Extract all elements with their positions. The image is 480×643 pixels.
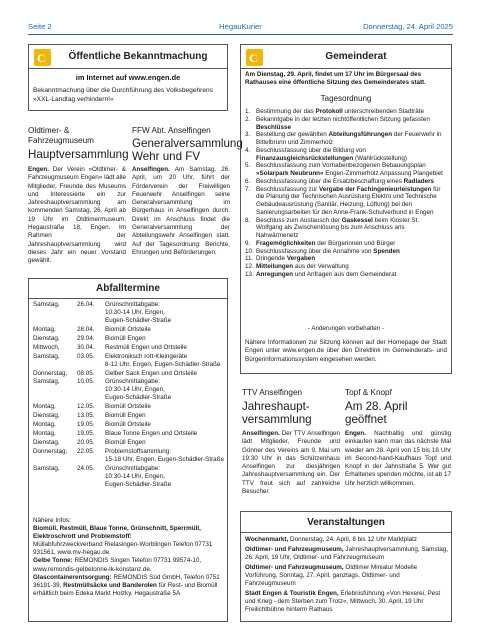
abfall-info4: für Rest- und Biomüll erhältlich beim Edeka Markt Holzky, Hegaustraße 5A xyxy=(33,581,218,597)
abfall-type: Biomüll Engen xyxy=(105,438,146,446)
ffw-headline: Generalversammlung Wehr und FV xyxy=(132,137,243,163)
engen-logo-icon: C xyxy=(34,49,51,66)
header-rule xyxy=(28,34,453,35)
abfall-day: Samstag, xyxy=(33,352,60,360)
agenda-keyword: Finanzausgleichsrückstellungen xyxy=(256,154,354,162)
abfall-date: 30.04. xyxy=(77,343,95,351)
ffw-body xyxy=(132,166,230,257)
agenda-number: 5. xyxy=(245,162,251,170)
topf-body xyxy=(345,430,451,488)
abfall-type: Biomüll Ortsteile xyxy=(105,325,151,333)
abfall-type: Eugen-Schädler-Straße xyxy=(105,394,172,402)
oldtimer-body-text: Der Verein »Oldtimer- & Fahrzeugmuseum Engen« lädt alle Mitglieder, Freunde des Museums und Interessierte ein zur Jahreshauptversammlung am kommenden Samstag, 26. April ab 19 Uhr im Oldtimermuseum, Hegaustraße 18, Engen. Im Rahmen der Jahreshauptversammlung wird dieses Jahr ein neuer Vorstand gewählt. xyxy=(28,166,126,265)
abfall-title: Abfalltermine xyxy=(96,283,160,294)
agenda-number: 1. xyxy=(245,108,251,115)
agenda-keyword: Abteilungsführungen xyxy=(328,131,393,139)
event-item xyxy=(245,546,448,562)
announcement-box xyxy=(28,44,228,111)
abfall-row xyxy=(33,465,225,489)
topf-kicker: Topf & Knopf xyxy=(345,388,392,397)
agenda-keyword: Fragemöglichkeiten xyxy=(256,239,316,247)
event-detail: Jahreshauptversammlung, Samstag, 26. April, 19 Uhr, Oldtimer- und Fahrzeugmuseum xyxy=(245,546,448,561)
abfall-row xyxy=(33,344,225,352)
agenda-text: Beschlussfassung über die Annahme von xyxy=(256,247,374,255)
gemeinderat-intro: Am Dienstag, 29. April, findet um 17 Uhr im Bürgersaal des Rathauses eine öffentliche Sitzung des Gemeinderates statt. xyxy=(245,71,426,87)
agenda-keyword: Protokoll xyxy=(315,108,343,115)
agenda-item xyxy=(245,131,443,147)
abfall-type: Elektroniksch rott-Kleingeräte xyxy=(105,352,188,360)
page-header xyxy=(28,22,453,34)
issue-date: Donnerstag, 24. April 2025 xyxy=(363,22,453,31)
agenda-item xyxy=(245,217,443,240)
abfall-info xyxy=(33,517,225,598)
abfall-day: Dienstag, xyxy=(33,438,60,446)
abfall-day: Samstag, xyxy=(33,464,60,472)
oldtimer-headline: Hauptversammlung xyxy=(28,148,129,161)
ffw-body-lead: Anselfingen. xyxy=(132,166,170,173)
agenda-break-note: - Anderungen vorbehalten - xyxy=(307,325,385,332)
agenda-keyword: Radladers xyxy=(403,177,435,185)
agenda-number: 7. xyxy=(245,185,251,193)
abfall-day: Donnerstag, xyxy=(33,369,68,377)
agenda-text: und Anfragen aus dem Gemeinderat xyxy=(293,270,397,278)
abfall-info-bold4: Restmüllsäcke und Banderolen xyxy=(63,581,157,589)
veranstaltungen-list xyxy=(245,536,448,614)
abfall-day: Samstag, xyxy=(33,301,60,308)
abfall-type: Eugen-Schädler-Straße xyxy=(105,317,172,324)
agenda-text: aus der Verwaltung xyxy=(293,263,349,270)
abfall-date: 24.05. xyxy=(77,464,95,472)
agenda-item xyxy=(245,108,443,116)
abfall-type: 8-12 Uhr, Engen, Eugen-Schädler-Straße xyxy=(105,360,221,368)
abfall-row xyxy=(33,439,225,447)
agenda-text: Bestellung der gewählten xyxy=(256,131,329,139)
abfall-day: Montag, xyxy=(33,325,56,333)
agenda-item xyxy=(245,240,443,248)
abfall-day: Donnerstag, xyxy=(33,447,68,455)
agenda-text: Beschlussfassung zum Vorhabenbezogenen Bebauungsplan xyxy=(256,162,426,170)
event-name: Oldtimer- und Fahrzeugmuseum, xyxy=(245,564,344,571)
agenda-item xyxy=(245,116,443,132)
topf-body-text: Nachhaltig und günstig einkaufen kann man das nächste Mal wieder am 28. April von 15 bis 18 Uhr im Second-hand-Kaufhaus Topf und Knopf in der Jahnstraße 5. Wer gut Erhaltenes spenden möchte, ist ab 17 Uhr herzlich willkommen. xyxy=(345,430,451,487)
agenda-text: Dringende xyxy=(256,255,287,263)
agenda-item xyxy=(245,147,443,163)
agenda-keyword: Beschlüsse xyxy=(256,123,292,131)
event-item xyxy=(245,536,448,544)
agenda-text: der Feuerwehr in Bittelbrunn und Zimmerholz xyxy=(256,131,442,146)
abfall-info-bold3: Glascontainerentsorgung: xyxy=(33,573,112,581)
announcement-title: Öffentliche Bekanntmachung xyxy=(68,51,208,62)
abfall-row xyxy=(33,301,225,325)
agenda-keyword: Spenden xyxy=(373,247,400,255)
ttv-body-lead: Anselfingen. xyxy=(242,430,280,437)
abfall-date: 19.05. xyxy=(77,421,95,429)
ttv-body xyxy=(242,430,340,496)
abfall-day: Montag, xyxy=(33,421,56,429)
agenda-number: 8. xyxy=(245,216,251,224)
abfall-row xyxy=(33,448,225,464)
announcement-subtitle: im Internet auf www.engen.de xyxy=(75,73,181,82)
agenda-text: Beschlussfassung über die Bildung von xyxy=(256,146,366,154)
abfall-row xyxy=(33,335,225,343)
abfall-date: 20.05. xyxy=(77,438,95,446)
abfall-row xyxy=(33,370,225,378)
abfall-type: Problemstoffsammlung: xyxy=(105,447,172,455)
abfall-date: 10.05. xyxy=(77,378,95,386)
abfall-date: 22.05. xyxy=(77,447,95,455)
event-item xyxy=(245,590,448,614)
abfall-date: 29.04. xyxy=(77,334,95,342)
page-number: Seite 2 xyxy=(28,22,52,31)
agenda-item xyxy=(245,263,443,271)
agenda-keyword: Mitteilungen xyxy=(256,263,294,270)
agenda-title: Tagesordnung xyxy=(320,94,372,103)
agenda-text: Bekanntgabe in der letzten nichtöffentlichen Sitzung gefassten xyxy=(256,115,430,123)
abfall-row xyxy=(33,412,225,420)
agenda-number: 13. xyxy=(245,270,254,278)
abfall-day: Dienstag, xyxy=(33,412,60,420)
agenda-text: der Bürgerinnen und Bürger xyxy=(315,239,396,247)
abfall-type: 10:30-14 Uhr, Engen, xyxy=(105,309,165,316)
agenda-text: Beschlussfassung zur xyxy=(256,185,319,193)
agenda-keyword: Vergaben xyxy=(286,255,316,263)
oldtimer-body xyxy=(28,166,126,266)
abfall-type: Biomüll Engen xyxy=(105,334,146,342)
agenda-number: 12. xyxy=(245,263,254,270)
abfall-type: Biomüll Ortsteile xyxy=(105,421,151,429)
abfall-type: 15-18 Uhr, Engen, Eugen-Schädler-Straße xyxy=(105,455,225,463)
abfall-row xyxy=(33,378,225,402)
paper-name: HegauKurier xyxy=(219,22,262,31)
abfall-date: 13.05. xyxy=(77,412,95,420)
abfall-row xyxy=(33,353,225,369)
agenda-number: 11. xyxy=(245,255,254,263)
abfall-info3: REMONDIS Süd GmbH, Telefon 0751 36191-39, xyxy=(33,573,220,589)
abfall-day: Montag, xyxy=(33,430,56,437)
veranstaltungen-title: Veranstaltungen xyxy=(307,517,385,528)
ffw-body-text: Am Samstag, 26. April, um 20 Uhr, führt der Förderverein der Freiwilligen Feuerwehr Anselfingen seine Generalversammlung im Bürgerhaus in Anselfingen durch. Direkt im Anschluss findet die Generalversammlung der Abteilungswehr Anselfingen statt. Auf der Tagesordnung: Berichte, Ehrungen und Beförderungen. xyxy=(132,166,230,256)
event-detail: Donnerstag, 24. April, 8 bis 12 Uhr Marktplatz xyxy=(288,536,418,543)
event-name: Wochenmarkt, xyxy=(245,536,289,543)
abfall-info-bold1: Biomüll, Restmüll, Blaue Tonne, Grünschnitt, Sperrmüll, Elektroschrott und Problemstoff: xyxy=(33,525,201,541)
engen-logo-icon: C xyxy=(246,49,263,66)
abfall-day: Samstag, xyxy=(33,378,60,386)
agenda-number: 4. xyxy=(245,146,251,154)
ffw-kicker: FFW Abt. Anselfingen xyxy=(132,126,211,135)
abfall-type: Biomüll Ortsteile xyxy=(105,403,151,411)
agenda-item xyxy=(245,162,443,178)
abfall-type: Grünschnittabgabe: xyxy=(105,378,160,386)
ttv-headline: Jahreshaupt-versammlung xyxy=(242,400,312,426)
event-name: Oldtimer- und Fahrzeugmuseum, xyxy=(245,546,344,553)
abfall-row xyxy=(33,430,225,438)
agenda-keyword: Gaskessel xyxy=(341,216,373,224)
abfall-date: 08.05. xyxy=(77,369,95,377)
agenda-text: unterschreibenden Stadträte xyxy=(342,108,425,115)
agenda-keyword: Vergabe der Fachingenieurleistungen xyxy=(319,185,432,193)
agenda-number: 2. xyxy=(245,115,251,123)
agenda-number: 10. xyxy=(245,247,254,255)
agenda-text: Beschlussfassung über die Ersatzbeschaffung eines xyxy=(256,177,404,185)
abfall-info2: REMONDIS Singen Telefon 07731 99574-10, www.remondis-gelbetonne-lk-konstanz.de. xyxy=(33,557,202,573)
agenda-text: Beschluss zum Austausch der xyxy=(256,216,342,224)
event-name: Stadt Engen & Touristik Engen, xyxy=(245,590,339,597)
agenda-text: Engen-Zimmerholz Anpassung Plangebiet xyxy=(323,170,443,177)
abfall-type: 10:30-14 Uhr, Engen, xyxy=(105,472,165,480)
agenda-text: Bestimmung der das xyxy=(256,108,316,115)
agenda-text: für die Planung der Technischen Ausrüstung Elektro und Technische Gebäudeausrüstung (Sanitär, Heizung, Lüftung) bei den Sanierungsarbeiten für den Anne-Frank-Schulverbund in Engen xyxy=(256,185,441,216)
agenda-number: 9. xyxy=(245,239,251,247)
abfall-type: Blaue Tonne Engen und Ortsteile xyxy=(105,430,198,437)
topf-headline: Am 28. April geöffnet xyxy=(345,400,408,426)
abfall-type: Gelber Sack Engen und Ortsteile xyxy=(105,369,198,377)
gemeinderat-rule xyxy=(241,68,451,69)
agenda-keyword: »Solarpark Neubrunn« xyxy=(256,170,324,177)
oldtimer-kicker: Oldtimer- & Fahrzeugmuseum xyxy=(28,126,94,145)
agenda-keyword: Anregungen xyxy=(256,270,294,278)
announcement-text: Bekanntmachung über die Durchführung des Volksbegehrens »XXL-Landtag verhindern!« xyxy=(33,87,213,103)
veranstaltungen-rule xyxy=(241,532,451,533)
abfall-rule xyxy=(29,298,227,299)
abfall-type: Grünschnittabgabe: xyxy=(105,301,160,308)
gemeinderat-footer: Nähere Informationen zur Sitzung können auf der Homepage der Stadt Engen unter www.engen.de über den Direktlink im Gemeinderats- und Bürgerinformationssystem eingesehen werden. xyxy=(245,339,447,363)
agenda-item xyxy=(245,248,443,256)
abfall-row xyxy=(33,403,225,411)
abfall-type: Restmüll Engen und Ortsteile xyxy=(105,343,187,351)
abfall-date: 03.05. xyxy=(77,352,95,360)
agenda-item xyxy=(245,255,443,263)
abfall-row xyxy=(33,421,225,429)
abfall-date: 26.04. xyxy=(77,301,95,308)
abfall-type: Biomüll Engen xyxy=(105,412,146,420)
agenda-list xyxy=(245,108,443,279)
abfall-info-bold2: Gelbe Tonne: xyxy=(33,557,73,565)
abfall-row xyxy=(33,326,225,334)
abfall-type: 10:30-14 Uhr, Engen, xyxy=(105,386,165,394)
agenda-text: beim Kloster St. Wolfgang als Zwischenlösung bis zum Anschluss ans Nahwärmenetz xyxy=(256,216,420,239)
event-detail: Oldtimer Miniatur Modelle Vorführung, Sonntag, 27. April, ganztags, Oldtimer- und Fahrzeugmuseum xyxy=(245,564,418,587)
abfall-day: Montag, xyxy=(33,403,56,411)
abfall-date: 12.05. xyxy=(77,403,95,411)
gemeinderat-title: Gemeinderat xyxy=(325,51,387,62)
event-detail: Erlebnisführung »Von Hexerei, Pest und Krieg - dem Sterben zum Trotz«, Mittwoch, 30. April, 19 Uhr Freilichtbühne hinterm Rathaus xyxy=(245,590,441,613)
agenda-number: 3. xyxy=(245,131,251,139)
abfall-date: 19.05. xyxy=(77,430,95,437)
agenda-number: 6. xyxy=(245,177,251,185)
ttv-kicker: TTV Anselfingen xyxy=(242,388,303,397)
abfall-type: Eugen-Schädler-Straße xyxy=(105,480,172,488)
agenda-text: (Wahlrückstellung) xyxy=(353,154,407,162)
abfall-info1: Müllabfuhrzweckverband Rielasingen-Worblingen Telefon 07731 931561, www.mv-hegau.de xyxy=(33,541,213,557)
abfall-day: Mittwoch, xyxy=(33,343,60,351)
abfall-type: Grünschnittabgabe: xyxy=(105,464,160,472)
topf-body-lead: Engen. xyxy=(345,430,366,437)
event-item xyxy=(245,564,448,588)
announcement-rule xyxy=(29,68,227,69)
abfall-day: Dienstag, xyxy=(33,334,60,342)
agenda-item xyxy=(245,186,443,217)
ttv-body-text: Der TTV Anselfingen lädt Mitglieder, Freunde und Gönner des Vereins am 9. Mai um 19:30 Uhr in das Schützenhaus Anselfingen zur diesjährigen Jahreshauptversammlung ein. Der TTV freut sich auf zahlreiche Besucher. xyxy=(242,430,340,496)
agenda-item xyxy=(245,271,443,279)
abfall-info-title: Nähere Infos: xyxy=(33,517,71,524)
oldtimer-body-lead: Engen. xyxy=(28,166,49,173)
abfall-date: 28.04. xyxy=(77,325,95,333)
agenda-item xyxy=(245,178,443,186)
